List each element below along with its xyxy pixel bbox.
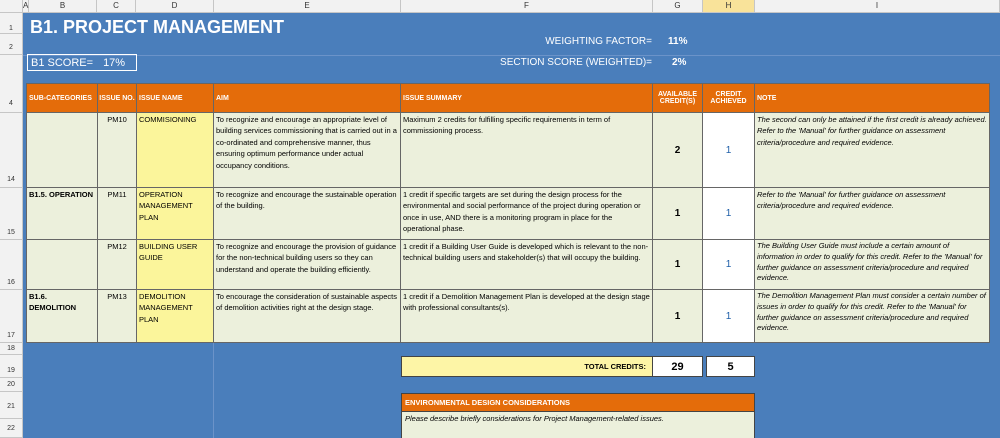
note-cell[interactable]: The second can only be attained if the first credit is already achieved. Refer to the 'Manual' for further guidance on assessment criteria/procedure and required evidence.	[755, 113, 990, 188]
subcat-cell[interactable]: B1.6. DEMOLITION	[26, 290, 98, 343]
row-header-17[interactable]: 17	[0, 290, 23, 343]
column-header-i[interactable]: I	[755, 0, 1000, 13]
header-issue-no: ISSUE NO.	[98, 83, 137, 113]
column-e-gridline	[213, 343, 214, 438]
issue-no-cell[interactable]: PM11	[98, 188, 137, 240]
column-header-a[interactable]: A	[23, 0, 29, 13]
credit-achieved-cell[interactable]: 1	[703, 188, 755, 240]
note-cell[interactable]: The Demolition Management Plan must consider a certain number of issues in order to qualify for this credit. Refer to the 'Manual' for further guidance on assessment criteria/procedure and required evidence.	[755, 290, 990, 343]
row-header-2[interactable]: 2	[0, 34, 23, 55]
total-credits-label: TOTAL CREDITS:	[401, 356, 653, 377]
row-header-4[interactable]: 4	[0, 55, 23, 113]
row-header-22[interactable]: 22	[0, 419, 23, 438]
aim-cell[interactable]: To encourage the consideration of sustainable aspects of demolition activities right at the design stage.	[214, 290, 401, 343]
section-score-label: SECTION SCORE (WEIGHTED)=	[500, 57, 652, 68]
column-header-h[interactable]: H	[703, 0, 755, 13]
issue-no-cell[interactable]: PM13	[98, 290, 137, 343]
issue-no-cell[interactable]: PM10	[98, 113, 137, 188]
row-header-1[interactable]: 1	[0, 13, 23, 34]
column-header-f[interactable]: F	[401, 0, 653, 13]
row-header-18[interactable]: 18	[0, 343, 23, 355]
column-header-g[interactable]: G	[653, 0, 703, 13]
total-available-credits[interactable]: 29	[653, 356, 703, 377]
header-aim: AIM	[214, 83, 401, 113]
row-header-14[interactable]: 14	[0, 113, 23, 188]
subcat-cell[interactable]: B1.5. OPERATION	[26, 188, 98, 240]
weighting-factor-value: 11%	[668, 36, 688, 47]
note-cell[interactable]: Refer to the 'Manual' for further guidance on assessment criteria/procedure and required evidence.	[755, 188, 990, 240]
header-issue-name: ISSUE NAME	[137, 83, 214, 113]
subcat-cell[interactable]	[26, 240, 98, 290]
aim-cell[interactable]: To recognize and encourage an appropriate level of building services commissioning that is carried out in a co-ordinated and comprehensive manner, thus ensuring optimum performance under actual occupancy conditions.	[214, 113, 401, 188]
column-header-d[interactable]: D	[136, 0, 214, 13]
issue-name-cell[interactable]: COMMISIONING	[137, 113, 214, 188]
issue-summary-cell[interactable]: 1 credit if specific targets are set during the design process for the environmental and social performance of the project during operation or once in use, AND there is a monitoring program in place for the operational phase.	[401, 188, 653, 240]
score-box	[27, 54, 137, 71]
row-header-15[interactable]: 15	[0, 188, 23, 240]
issue-name-cell[interactable]: BUILDING USER GUIDE	[137, 240, 214, 290]
issue-no-cell[interactable]: PM12	[98, 240, 137, 290]
score-value: 17%	[103, 56, 126, 69]
available-credits-cell[interactable]: 1	[653, 290, 703, 343]
total-credits-achieved[interactable]: 5	[706, 356, 755, 377]
column-header-c[interactable]: C	[97, 0, 136, 13]
header-note: NOTE	[755, 83, 990, 113]
credit-achieved-cell[interactable]: 1	[703, 240, 755, 290]
page-title: B1. PROJECT MANAGEMENT	[30, 17, 285, 37]
section-score-value: 2%	[672, 57, 687, 68]
available-credits-cell[interactable]: 1	[653, 188, 703, 240]
aim-cell[interactable]: To recognize and encourage the sustainable operation of the building.	[214, 188, 401, 240]
available-credits-cell[interactable]: 2	[653, 113, 703, 188]
header-credit-achieved: CREDIT ACHIEVED	[703, 83, 755, 113]
issue-name-cell[interactable]: DEMOLITION MANAGEMENT PLAN	[137, 290, 214, 343]
issue-summary-cell[interactable]: 1 credit if a Demolition Management Plan is developed at the design stage with professional consultants(s).	[401, 290, 653, 343]
env-design-header: ENVIRONMENTAL DESIGN CONSIDERATIONS	[401, 393, 755, 412]
issue-summary-cell[interactable]: 1 credit if a Building User Guide is developed which is relevant to the non-technical building users and stakeholder(s) that will occupy the building.	[401, 240, 653, 290]
row-header-21[interactable]: 21	[0, 392, 23, 419]
column-header-e[interactable]: E	[214, 0, 401, 13]
aim-cell[interactable]: To recognize and encourage the provision of guidance for the non-technical building users so they can understand and operate the building efficiently.	[214, 240, 401, 290]
header-available-credits: AVAILABLE CREDIT(S)	[653, 83, 703, 113]
issue-summary-cell[interactable]: Maximum 2 credits for fulfilling specific requirements in term of commissioning process.	[401, 113, 653, 188]
note-cell[interactable]: The Building User Guide must include a certain amount of information in order to qualify for this credit. Refer to the 'Manual' for further guidance on assessment criteria/procedure and required evidence.	[755, 240, 990, 290]
weighting-factor-label: WEIGHTING FACTOR=	[545, 36, 652, 47]
score-label: B1 SCORE=	[31, 56, 94, 69]
row-header-20[interactable]: 20	[0, 378, 23, 392]
select-all-corner[interactable]	[0, 0, 23, 13]
subcat-cell[interactable]	[26, 113, 98, 188]
header-sub-categories: SUB-CATEGORIES	[26, 83, 98, 113]
env-design-input[interactable]: Please describe briefly considerations for Project Management-related issues.	[401, 412, 755, 438]
column-header-b[interactable]: B	[29, 0, 97, 13]
row1-gridline	[23, 55, 1000, 56]
credit-achieved-cell[interactable]: 1	[703, 113, 755, 188]
row-header-19[interactable]: 19	[0, 355, 23, 378]
row-header-16[interactable]: 16	[0, 240, 23, 290]
available-credits-cell[interactable]: 1	[653, 240, 703, 290]
issue-name-cell[interactable]: OPERATION MANAGEMENT PLAN	[137, 188, 214, 240]
credit-achieved-cell[interactable]: 1	[703, 290, 755, 343]
header-issue-summary: ISSUE SUMMARY	[401, 83, 653, 113]
